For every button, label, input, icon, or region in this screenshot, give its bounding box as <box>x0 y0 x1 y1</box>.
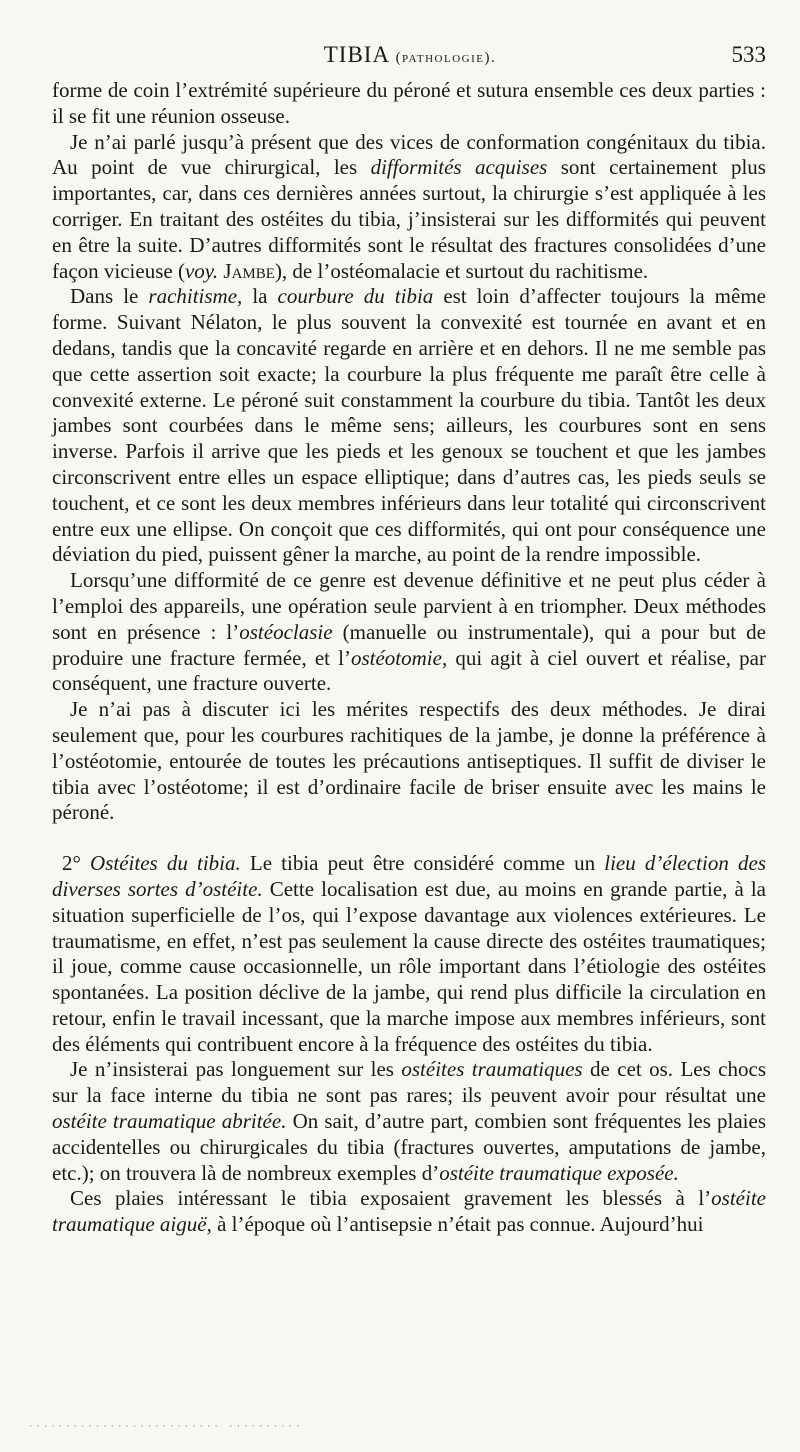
italic-text: ostéoclasie <box>239 619 333 644</box>
italic-text: ostéite traumatique abritée. <box>52 1109 287 1134</box>
paragraph-acute-osteitis <box>52 1186 766 1238</box>
text-run: Je n’ai parlé jusqu’à présent que des vices de conformation congénitaux du tibia. Au point de vue chirurgical, les <box>52 129 766 180</box>
paragraph-traumatic-osteitis <box>52 1057 766 1186</box>
paragraph-methods-discussion <box>52 697 766 826</box>
italic-text: ostéotomie <box>350 645 442 670</box>
running-title <box>52 42 768 68</box>
text-run: Cette localisation est due, au moins en grande partie, à la situation superficielle de l’os, qui l’expose davantage aux violences extérieures. Le traumatisme, en effet, n’est pas seulement la cause directe des ostéites traumatiques; il joue, comme cause occasionnelle, un rôle important dans l’étiologie des ostéites spontanées. La position déclive de la jambe, qui rend plus difficile la circulation en retour, enfin le travail incessant, que la marche impose aux membres inférieurs, sont des éléments qui contribuent encore à la fréquence des ostéites du tibia. <box>52 876 767 1056</box>
text-run: (manuelle ou instrumentale), qui a pour but de produire une fracture fermée, et l’ <box>52 619 766 670</box>
page-body <box>52 78 766 1238</box>
small-caps-text: Jambe <box>223 258 275 283</box>
text-run: On sait, d’autre part, combien sont fréquentes les plaies accidentelles ou chirurgicales du tibia (fractures ouvertes, amputations de jambe, etc.); on trouvera là de nombreux exemples d’ <box>52 1109 766 1185</box>
running-title-subtitle: (pathologie). <box>395 50 497 66</box>
italic-text: courbure du tibia <box>277 284 434 309</box>
footer-rule: ·························· ·········· <box>28 1422 303 1432</box>
italic-text: ostéite traumatique exposée. <box>439 1160 679 1185</box>
text-run: est loin d’affecter toujours la même forme. Suivant Nélaton, le plus souvent la convexité est tournée en avant et en dedans, tandis que la concavité regarde en arrière et en dehors. Il ne me semble pas que cette assertion soit exacte; la courbure la plus fréquente me paraît être celle à convexité externe. Le péroné suit constamment la courbure du tibia. Tantôt les deux jambes sont courbées dans le même sens; ailleurs, les courbures sont en sens inverse. Parfois il arrive que les pieds et les genoux se touchent et que les jambes circonscrivent entre elles un espace elliptique; dans d’autres cas, les pieds seuls se touchent, et ce sont les deux membres inférieurs dans leur totalité qui circonscrivent entre eux une ellipse. On conçoit que ces difformités, qui ont pour conséquence une déviation du pied, puissent gêner la marche, au point de la rendre impossible. <box>52 284 766 567</box>
paragraph-congenital-deformities <box>52 130 766 285</box>
italic-text: ostéite traumatique aiguë <box>52 1186 766 1237</box>
running-title-main: TIBIA <box>323 42 389 67</box>
paragraph-rachitism <box>52 284 766 568</box>
text-run: Je n’ai pas à discuter ici les mérites respectifs des deux méthodes. Je dirai seulement que, pour les courbures rachitiques de la jambe, je donne la préférence à l’ostéotomie, entourée de toutes les précautions antiseptiques. Il suffit de diviser le tibia avec l’ostéotome; il est d’ordinaire facile de briser ensuite avec les mains le péroné. <box>52 697 766 825</box>
paragraph-continuation <box>52 78 766 130</box>
italic-text: ostéites traumatiques <box>401 1057 583 1082</box>
page-number: 533 <box>731 42 766 67</box>
paragraph-osteoclasis-osteotomy <box>52 568 766 697</box>
text-run: Dans le <box>70 284 149 309</box>
text-run: de cet os. Les chocs sur la face interne du tibia ne sont pas rares; ils peuvent avoir pour résultat une <box>52 1057 766 1108</box>
text-run: ), de l’ostéomalacie et surtout du rachitisme. <box>274 258 649 283</box>
text-run: Lorsqu’une difformité de ce genre est devenue définitive et ne peut plus céder à l’emploi des appareils, une opération seule parvient à en triompher. Deux méthodes sont en présence : l’ <box>52 568 766 644</box>
italic-text: lieu d’élection des diverses sortes d’ostéite. <box>52 851 766 901</box>
text-run: Ces plaies intéressant le tibia exposaient gravement les blessés à l’ <box>70 1186 712 1211</box>
page-header <box>52 42 768 76</box>
text-run: 2° <box>62 851 91 876</box>
text-run: sont certainement plus importantes, car, dans ces dernières années surtout, la chirurgie s’est appliquée à les corriger. En traitant des ostéites du tibia, j’insisterai sur les difformités qui peuvent en être la suite. D’autres difformités sont le résultat des fractures consolidées d’une façon vicieuse ( <box>52 155 766 283</box>
italic-text: voy. <box>184 258 219 283</box>
italic-text: rachitisme, <box>148 284 243 309</box>
italic-text: Ostéites du tibia. <box>90 851 241 876</box>
text-run: Le tibia peut être considéré comme un <box>240 851 605 876</box>
text-run: la <box>242 284 278 309</box>
italic-text: difformités acquises <box>370 155 548 180</box>
text-run: forme de coin l’extrémité supérieure du péroné et sutura ensemble ces deux parties : il se fit une réunion osseuse. <box>52 78 766 128</box>
text-run: , à l’époque où l’antisepsie n’était pas connue. Aujourd’hui <box>206 1212 704 1237</box>
text-run: , qui agit à ciel ouvert et réalise, par conséquent, une fracture ouverte. <box>52 645 766 696</box>
paragraph-osteitis-section <box>52 851 766 1057</box>
text-run: Je n’insisterai pas longuement sur les <box>70 1057 402 1082</box>
